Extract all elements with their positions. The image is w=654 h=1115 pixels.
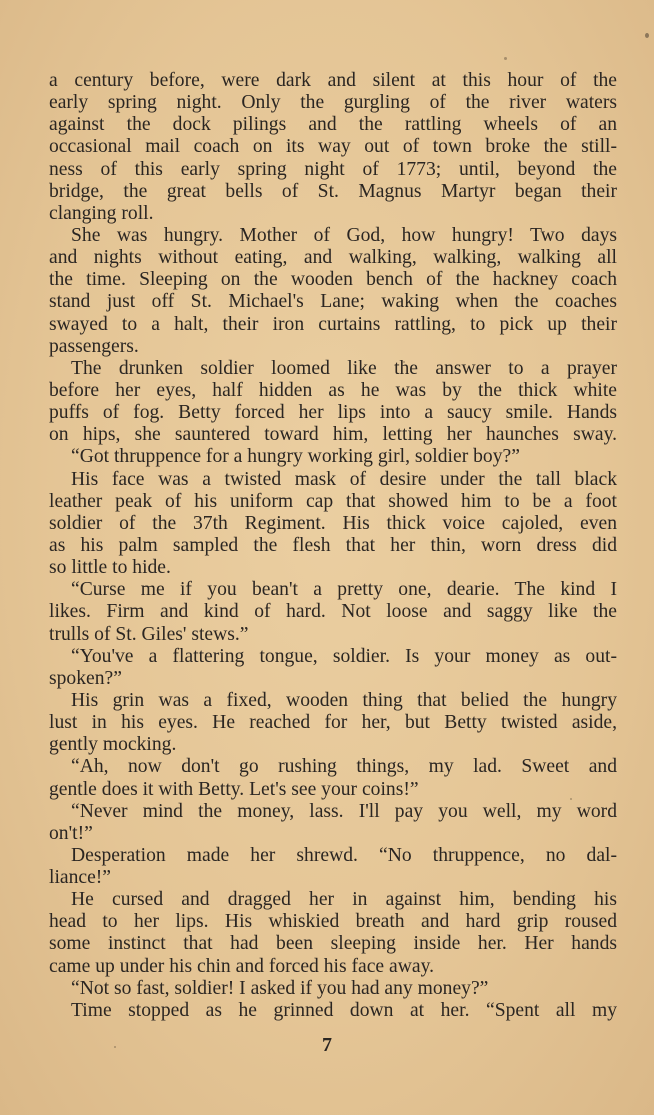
text-line: He cursed and dragged her in against him, bending his	[71, 889, 617, 911]
text-line: His face was a twisted mask of desire under the tall black	[71, 468, 617, 490]
text-line: soldier of the 37th Regiment. His thick voice cajoled, even	[49, 512, 617, 534]
text-line: likes. Firm and kind of hard. Not loose and saggy like the	[49, 601, 617, 623]
paper-speck	[504, 57, 507, 60]
text-line: liance!”	[49, 867, 111, 889]
text-line: some instinct that had been sleeping inside her. Her hands	[49, 933, 617, 955]
body-text	[49, 70, 617, 1022]
text-line: gently mocking.	[49, 734, 177, 756]
text-line: came up under his chin and forced his face away.	[49, 955, 434, 977]
text-line: “Never mind the money, lass. I'll pay you well, my word	[71, 800, 617, 822]
text-line: His grin was a fixed, wooden thing that belied the hungry	[71, 689, 617, 711]
text-line: as his palm sampled the flesh that her thin, worn dress did	[49, 534, 617, 556]
text-line: the time. Sleeping on the wooden bench of the hackney coach	[49, 269, 617, 291]
text-line: Time stopped as he grinned down at her. “Spent all my	[71, 999, 617, 1021]
page-number: 7	[322, 1034, 332, 1056]
text-line: gentle does it with Betty. Let's see your coins!”	[49, 778, 419, 800]
text-line: on't!”	[49, 822, 93, 844]
text-line: a century before, were dark and silent at this hour of the	[49, 70, 617, 91]
text-line: against the dock pilings and the rattling wheels of an	[49, 114, 617, 136]
text-line: stand just off St. Michael's Lane; waking when the coaches	[49, 291, 617, 313]
text-line: head to her lips. His whiskied breath and hard grip roused	[49, 911, 617, 933]
text-line: leather peak of his uniform cap that showed him to be a foot	[49, 490, 617, 512]
text-line: lust in his eyes. He reached for her, but Betty twisted aside,	[49, 712, 617, 734]
text-line: and nights without eating, and walking, walking, walking all	[49, 247, 617, 269]
text-line: “You've a flattering tongue, soldier. Is your money as out-	[71, 645, 617, 667]
text-line: bridge, the great bells of St. Magnus Martyr began their	[49, 180, 617, 202]
text-line: passengers.	[49, 335, 139, 357]
text-line: “Got thruppence for a hungry working girl, soldier boy?”	[71, 446, 520, 468]
text-line: Desperation made her shrewd. “No thruppence, no dal-	[71, 844, 617, 866]
text-line: occasional mail coach on its way out of town broke the still-	[49, 136, 617, 158]
text-line: so little to hide.	[49, 557, 171, 579]
text-line: puffs of fog. Betty forced her lips into a saucy smile. Hands	[49, 402, 617, 424]
text-line: before her eyes, half hidden as he was by the thick white	[49, 379, 617, 401]
text-line: early spring night. Only the gurgling of the river waters	[49, 92, 617, 114]
paper-speck	[645, 33, 649, 38]
text-line: ness of this early spring night of 1773; until, beyond the	[49, 158, 617, 180]
text-line: The drunken soldier loomed like the answer to a prayer	[71, 357, 617, 379]
text-line: spoken?”	[49, 667, 122, 689]
text-line: “Not so fast, soldier! I asked if you had any money?”	[71, 977, 489, 999]
text-line: “Ah, now don't go rushing things, my lad. Sweet and	[71, 756, 617, 778]
text-line: “Curse me if you bean't a pretty one, dearie. The kind I	[71, 579, 617, 601]
text-line: She was hungry. Mother of God, how hungry! Two days	[71, 224, 617, 246]
text-line: clanging roll.	[49, 202, 154, 224]
text-line: trulls of St. Giles' stews.”	[49, 623, 249, 645]
text-line: swayed to a halt, their iron curtains rattling, to pick up their	[49, 313, 617, 335]
text-line: on hips, she sauntered toward him, letting her haunches sway.	[49, 424, 617, 446]
